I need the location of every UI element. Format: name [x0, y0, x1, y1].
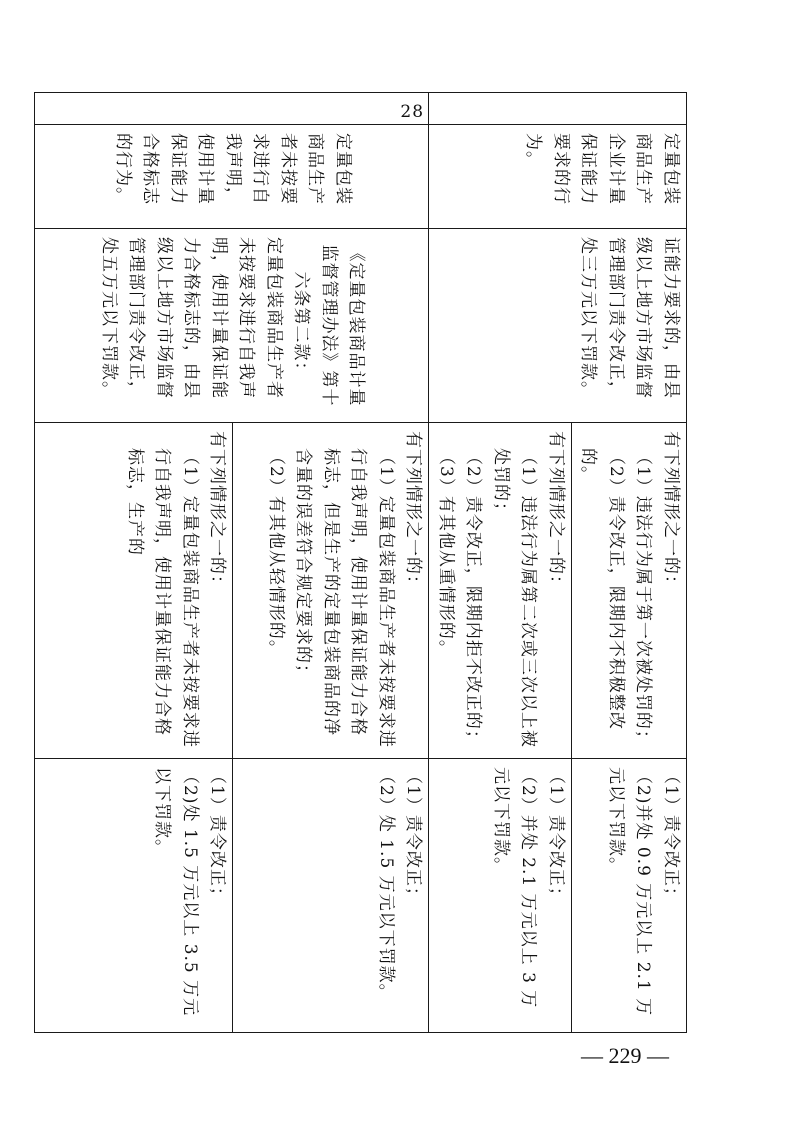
circumstance-line: （2）有其他从轻情形的。	[266, 448, 286, 658]
circumstance-line: （1）违法行为属于第一次被处罚的；	[633, 448, 654, 748]
penalty-line: （1）责令改正；	[403, 767, 424, 905]
penalty-line: （2）处 1.5 万元以下罚款。	[376, 767, 396, 1002]
rotated-page-content	[97, 92, 687, 1032]
table-row	[572, 93, 687, 1033]
violation-behavior-text: 定量包装商品生产者未按要求进行自我声明，使用计量保证能力合格标志的行为。	[112, 133, 353, 205]
row-number: 28	[400, 102, 425, 123]
violation-behavior-cell	[429, 125, 687, 229]
penalty-standards-table	[35, 92, 688, 1033]
penalty-line: （1）责令改正；	[546, 767, 566, 905]
penalty-cell	[35, 759, 233, 1033]
circumstance-line: （2）责令改正，限期内不积极整改的。	[578, 448, 626, 730]
row-number-cell	[35, 93, 429, 125]
penalty-line: （1）责令改正；	[661, 767, 681, 905]
circumstance-line: （1）定量包装商品生产者未按要求进行自我声明，使用计量保证能力合格标志，生产的	[125, 448, 200, 748]
circumstance-cell	[572, 423, 687, 759]
violation-behavior-text: 定量包装商品生产企业计量保证能力要求的行为。	[523, 133, 681, 205]
violation-behavior-cell	[35, 125, 429, 229]
circumstance-line: 有下列情形之一的：	[546, 431, 566, 593]
legal-basis-text: 证能力要求的，由县级以上地方市场监督管理部门责令改正，处三万元以下罚款。	[578, 237, 681, 399]
circumstance-line: （3）有其他从重情形的。	[436, 448, 456, 658]
circumstance-line: （2）责令改正，限期内拒不改正的；	[463, 448, 484, 748]
penalty-line: （2)处 1.5 万元以上 3.5 万元以下罚款。	[152, 767, 200, 1017]
page-number: — 229 —	[581, 1043, 669, 1068]
legal-basis-cell	[429, 229, 687, 423]
table-row	[233, 93, 429, 1033]
penalty-cell	[429, 759, 572, 1033]
penalty-line: （2）并处 2.1 万元以上 3 万元以下罚款。	[491, 767, 539, 1009]
legal-basis-title: 《定量包装商品计量监督管理办法》第十六条第二款：	[291, 244, 367, 407]
circumstance-cell	[35, 423, 233, 759]
circumstance-line: 有下列情形之一的：	[403, 431, 424, 593]
circumstance-line: 有下列情形之一的：	[207, 431, 228, 593]
circumstance-line: （1）违法行为属第二次或三次以上被处罚的；	[491, 448, 539, 748]
penalty-line: （2)并处 0.9 万元以上 2.1 万元以下罚款。	[606, 767, 654, 1017]
row-number-cell	[429, 93, 687, 125]
legal-basis-text: 定量包装商品生产者未按要求进行自我声明，使用计量保证能力合格标志的，由县级以上地方市场监督管理部门责令改正，处五万元以下罚款。	[99, 237, 284, 399]
circumstance-cell	[233, 423, 429, 759]
circumstance-line: （1）定量包装商品生产者未按要求进行自我声明，使用计量保证能力合格标志，但是生产的定量包装商品的净含量的误差符合规定要求的；	[293, 448, 396, 748]
legal-basis-cell	[35, 229, 429, 423]
circumstance-line: 有下列情形之一的：	[661, 431, 681, 593]
penalty-cell	[572, 759, 687, 1033]
penalty-line: （1）责令改正；	[207, 767, 228, 905]
penalty-cell	[233, 759, 429, 1033]
circumstance-cell	[429, 423, 572, 759]
